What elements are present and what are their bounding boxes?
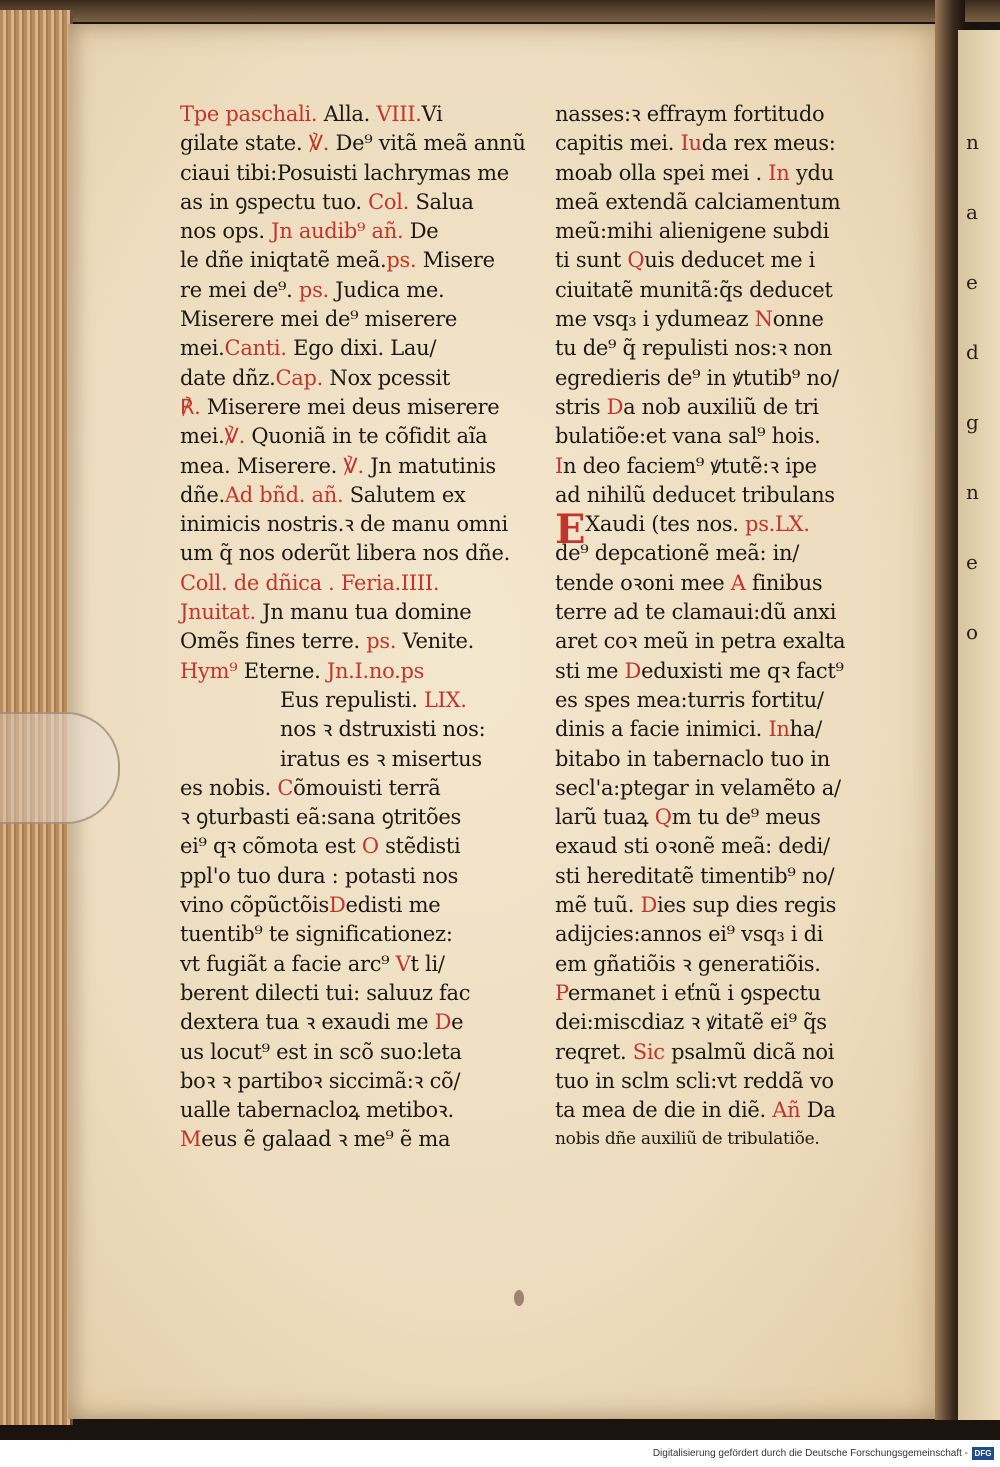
body-text: es nobis. [180, 775, 278, 800]
text-line [180, 100, 550, 129]
body-text: Salua [409, 189, 474, 214]
body-text: Xaudi (tes nos. [585, 512, 746, 537]
body-text: Alla. [317, 102, 377, 126]
rubric-text: Jn.I.no.ps [326, 658, 425, 683]
body-text: ies sup dies regis [657, 893, 837, 918]
text-line [180, 334, 550, 363]
body-text: as in ꝯspectu tuo. [180, 189, 369, 214]
facing-page-fragment: n [966, 480, 979, 504]
rubric-text: D [640, 893, 658, 918]
body-text: em gñatiõis ꝛ generatiõis. [555, 951, 821, 976]
body-text: le dñe iniqtatẽ meã. [180, 248, 387, 273]
page-clip-tab [0, 712, 120, 824]
body-text: ciaui tibi:Posuisti lachrymas me [180, 160, 509, 185]
text-line [180, 422, 550, 451]
body-text: bitabo in tabernaclo tuo in [555, 746, 830, 771]
rubric-text: ℣. [224, 424, 245, 449]
text-line [555, 832, 925, 861]
text-line [180, 920, 550, 949]
body-text: Miserere mei de⁹ miserere [180, 307, 457, 332]
text-line [180, 481, 550, 510]
rubric-text: ℣. [343, 453, 364, 478]
scan-top-edge [0, 0, 1000, 22]
body-text: mẽ tuũ. [555, 893, 641, 918]
body-text: boꝛ ꝛ partiboꝛ siccimã:ꝛ cõ/ [180, 1068, 461, 1093]
rubric-text: E [555, 506, 586, 554]
body-text: ppl'o tuo dura : potasti nos [180, 863, 459, 888]
body-text: ꝛ ꝯturbasti eã:sana ꝯtritões [180, 805, 461, 830]
text-line [180, 979, 550, 1008]
body-text: de⁹ depcationẽ meã: in/ [555, 541, 800, 566]
rubric-text: ps.LX. [745, 512, 810, 537]
rubric-text: D [606, 394, 624, 419]
text-line [555, 686, 925, 715]
body-text: Quoniã in te cõfidit aĩa [245, 424, 488, 449]
rubric-text: In [768, 717, 790, 742]
body-text: me vsq₃ i ydumeaz [555, 307, 755, 332]
body-text: t li/ [410, 951, 445, 976]
body-text: bulatiõe:et vana sal⁹ hois. [555, 424, 821, 449]
body-text: Nox pcessit [323, 365, 450, 390]
rubric-text: Q [654, 805, 672, 830]
facing-page-fragment: e [966, 550, 978, 574]
facing-page-fragment: o [966, 620, 979, 644]
rubric-text: Hym⁹ [180, 658, 238, 683]
body-text: mea. Miserere. [180, 453, 344, 478]
text-line [180, 686, 550, 715]
text-line [555, 569, 925, 598]
body-text: tuo in sclm scli:vt reddã vo [555, 1068, 834, 1093]
rubric-text: Canti. [224, 336, 287, 361]
text-line [180, 276, 550, 305]
body-text: De [403, 219, 439, 244]
rubric-text: D [434, 1010, 452, 1035]
text-line [180, 803, 550, 832]
text-line [180, 1125, 550, 1154]
body-text: onne [772, 307, 824, 332]
dfg-logo-icon: DFG [972, 1447, 994, 1460]
body-text: moab olla spei mei . [555, 160, 769, 185]
body-text: n deo faciem⁹ ꝟtutẽ:ꝛ ipe [563, 453, 817, 478]
body-text: ei⁹ qꝛ cõmota est [180, 834, 362, 859]
text-line [555, 1067, 925, 1096]
text-line [180, 1096, 550, 1125]
text-line [180, 159, 550, 188]
facing-page-fragment: g [966, 410, 979, 434]
rubric-text: A [730, 570, 746, 595]
body-text: tuentib⁹ te significationez: [180, 922, 453, 947]
rubric-text: C [277, 775, 294, 800]
text-line [180, 1008, 550, 1037]
rubric-text: In [768, 160, 790, 185]
body-text: us locut⁹ est in scõ suo:leta [180, 1039, 462, 1064]
body-text: dextera tua ꝛ exaudi me [180, 1010, 435, 1035]
rubric-text: P [555, 980, 568, 1005]
body-text: m tu de⁹ meus [671, 805, 821, 830]
body-text: ta mea de die in diẽ. [555, 1098, 773, 1123]
body-text: meã extendã calciamentum [555, 189, 841, 214]
text-line [180, 657, 550, 686]
text-line [180, 129, 550, 158]
body-text: Da [800, 1098, 836, 1123]
text-line [555, 862, 925, 891]
body-text: capitis mei. [555, 131, 681, 156]
body-text: nasses:ꝛ effraym fortitudo [555, 102, 825, 126]
body-text: date dñz. [180, 365, 276, 390]
body-text: Jn manu tua domine [255, 600, 472, 625]
text-line [555, 422, 925, 451]
body-text: terre ad te clamaui:dũ anxi [555, 600, 837, 625]
text-column-right [555, 100, 925, 1155]
text-line [555, 657, 925, 686]
rubric-text: Añ [772, 1098, 801, 1123]
text-line [180, 862, 550, 891]
rubric-text: D [624, 658, 642, 683]
text-line [555, 276, 925, 305]
text-line [555, 745, 925, 774]
body-text: Judica me. [328, 277, 445, 302]
text-line [555, 1096, 925, 1125]
text-line [555, 950, 925, 979]
body-text: ti sunt [555, 248, 628, 273]
body-text: exaud sti oꝛonẽ meã: dedi/ [555, 834, 830, 859]
text-line [180, 598, 550, 627]
text-line [180, 774, 550, 803]
body-text: vt fugiãt a facie arc⁹ [180, 951, 396, 976]
text-line [555, 715, 925, 744]
body-text: edisti me [345, 893, 441, 918]
rubric-text: Cap. [275, 365, 324, 390]
rubric-text: ℟. [180, 394, 201, 419]
rubric-text: Iu [680, 131, 702, 156]
body-text: adijcies:annos ei⁹ vsq₃ i di [555, 922, 824, 947]
text-line [555, 188, 925, 217]
body-text: tu de⁹ q̃ repulisti nos:ꝛ non [555, 336, 833, 361]
rubric-text: Jnuitat. [180, 600, 256, 625]
text-line [180, 1038, 550, 1067]
body-text: iratus es ꝛ misertus [280, 746, 482, 771]
rubric-text: D [328, 893, 346, 918]
body-text: õmouisti terrã [293, 775, 441, 800]
body-text: reqret. [555, 1039, 633, 1064]
text-line [555, 364, 925, 393]
body-text: aret coꝛ meũ in petra exalta [555, 629, 846, 654]
rubric-text: ℣. [308, 131, 330, 156]
text-line [555, 598, 925, 627]
text-line [555, 539, 925, 568]
rubric-text: Tpe paschali. [180, 102, 318, 126]
facing-page-fragment: a [966, 200, 978, 224]
body-text: dinis a facie inimici. [555, 717, 769, 742]
text-line [555, 803, 925, 832]
text-line [555, 774, 925, 803]
body-text: larũ tuaꝝ [555, 805, 655, 830]
text-line [180, 393, 550, 422]
text-line [180, 891, 550, 920]
text-line [180, 364, 550, 393]
text-line [555, 891, 925, 920]
text-line [180, 627, 550, 656]
text-line [180, 832, 550, 861]
rubric-text: ps. [298, 277, 329, 302]
text-line [180, 305, 550, 334]
body-text: uis deducet me i [644, 248, 816, 273]
body-text: sti me [555, 658, 625, 683]
text-line [555, 100, 925, 129]
text-line [180, 217, 550, 246]
body-text: um q̃ nos oderũt libera nos dñe. [180, 541, 510, 566]
text-line [180, 452, 550, 481]
body-text: mei. [180, 336, 225, 361]
text-line [555, 246, 925, 275]
body-text: ualle tabernacloꝝ metiboꝛ. [180, 1098, 454, 1123]
body-text: a nob auxiliũ de tri [623, 394, 819, 419]
body-text: es spes mea:turris fortitu/ [555, 687, 824, 712]
rubric-text: Q [627, 248, 645, 273]
body-text: ermanet i eťnũ i ꝯspectu [567, 980, 821, 1005]
body-text: vino cõpũctõis [180, 893, 329, 918]
rubric-text: LIX. [423, 687, 467, 712]
ink-stain [514, 1290, 524, 1306]
body-text: dei:miscdiaz ꝛ ꝟitatẽ ei⁹ q̃s [555, 1010, 827, 1035]
text-line [555, 217, 925, 246]
body-text: Omẽs fines terre. [180, 629, 367, 654]
body-text: Venite. [396, 629, 474, 654]
body-text: egredieris de⁹ in ꝟtutib⁹ no/ [555, 365, 839, 390]
body-text: Salutem ex [343, 482, 466, 507]
body-text: ad nihilũ deducet tribulans [555, 482, 835, 507]
text-line [555, 129, 925, 158]
text-line [555, 334, 925, 363]
rubric-text: Jn audib⁹ añ. [271, 219, 404, 244]
text-line [555, 979, 925, 1008]
text-line [180, 246, 550, 275]
text-line [180, 745, 550, 774]
body-text: Jn matutinis [363, 453, 496, 478]
text-line [555, 452, 925, 481]
body-text: ha/ [789, 717, 822, 742]
body-text: eus ẽ galaad ꝛ me⁹ ẽ ma [201, 1127, 451, 1152]
body-text: eduxisti me qꝛ fact⁹ [641, 658, 844, 683]
body-text: mei. [180, 424, 225, 449]
digitization-footer [0, 1440, 1000, 1467]
rubric-text: N [754, 307, 773, 332]
body-text: re mei de⁹. [180, 277, 299, 302]
body-text: secl'a:ptegar in velamẽto a/ [555, 775, 841, 800]
body-text: meũ:mihi alienigene subdi [555, 219, 830, 244]
body-text: Eterne. [237, 658, 327, 683]
body-text: inimicis nostris.ꝛ de manu omni [180, 512, 508, 537]
body-text: tende oꝛoni mee [555, 570, 731, 595]
body-text: e [451, 1010, 464, 1035]
rubric-text: O [361, 834, 379, 859]
rubric-text: Ad bñd. añ. [224, 482, 344, 507]
body-text: nos ꝛ dstruxisti nos: [280, 717, 486, 742]
body-text: stẽdisti [378, 834, 461, 859]
body-text: ydu [789, 160, 834, 185]
body-text: Miserere mei deus miserere [200, 394, 500, 419]
body-text: Ego dixi. Lau/ [286, 336, 437, 361]
body-text: dñe. [180, 482, 225, 507]
body-text: sti hereditatẽ timentib⁹ no/ [555, 863, 835, 888]
text-line [555, 920, 925, 949]
body-text: ciuitatẽ munitã:q̃s deducet [555, 277, 833, 302]
body-text: nobis dñe auxiliũ de tribulatiõe. [555, 1129, 820, 1150]
text-line [180, 715, 550, 744]
text-line [180, 510, 550, 539]
body-text: gilate state. [180, 131, 309, 156]
text-line [555, 305, 925, 334]
body-text: da rex meus: [701, 131, 836, 156]
body-text: De⁹ vitã meã annũ [329, 131, 526, 156]
text-column-left [180, 100, 550, 1155]
text-line [555, 627, 925, 656]
text-line [555, 481, 925, 510]
body-text: psalmũ dicã noi [664, 1039, 835, 1064]
rubric-text: ps. [386, 248, 417, 273]
text-line [555, 1038, 925, 1067]
rubric-text: V [395, 951, 411, 976]
text-line [555, 1008, 925, 1037]
facing-page-fragment: n [966, 130, 979, 154]
body-text: stris [555, 394, 607, 419]
body-text: berent dilecti tui: saluuz fac [180, 980, 471, 1005]
facing-page-edge [958, 30, 1000, 1420]
rubric-text: VIII. [376, 102, 422, 126]
text-line [180, 539, 550, 568]
facing-page-fragment: d [966, 340, 979, 364]
body-text: Misere [416, 248, 495, 273]
body-text: Vi [421, 102, 443, 126]
rubric-text: ps. [366, 629, 397, 654]
text-line [180, 950, 550, 979]
text-line [555, 393, 925, 422]
rubric-text: Sic [632, 1039, 665, 1064]
body-text: finibus [745, 570, 823, 595]
text-line [180, 1067, 550, 1096]
rubric-text: I [555, 453, 563, 478]
rubric-text: Col. [368, 189, 410, 214]
facing-page-fragment: e [966, 270, 978, 294]
rubric-text: M [180, 1127, 202, 1152]
footer-credit: Digitalisierung gefördert durch die Deutsche Forschungsgemeinschaft - [652, 1448, 968, 1459]
rubric-text: Coll. de dñica . Feria.IIII. [180, 570, 440, 595]
text-line [555, 1125, 925, 1154]
text-line [180, 569, 550, 598]
body-text: nos ops. [180, 219, 272, 244]
text-line [555, 159, 925, 188]
text-line [180, 188, 550, 217]
body-text: Eus repulisti. [280, 687, 424, 712]
